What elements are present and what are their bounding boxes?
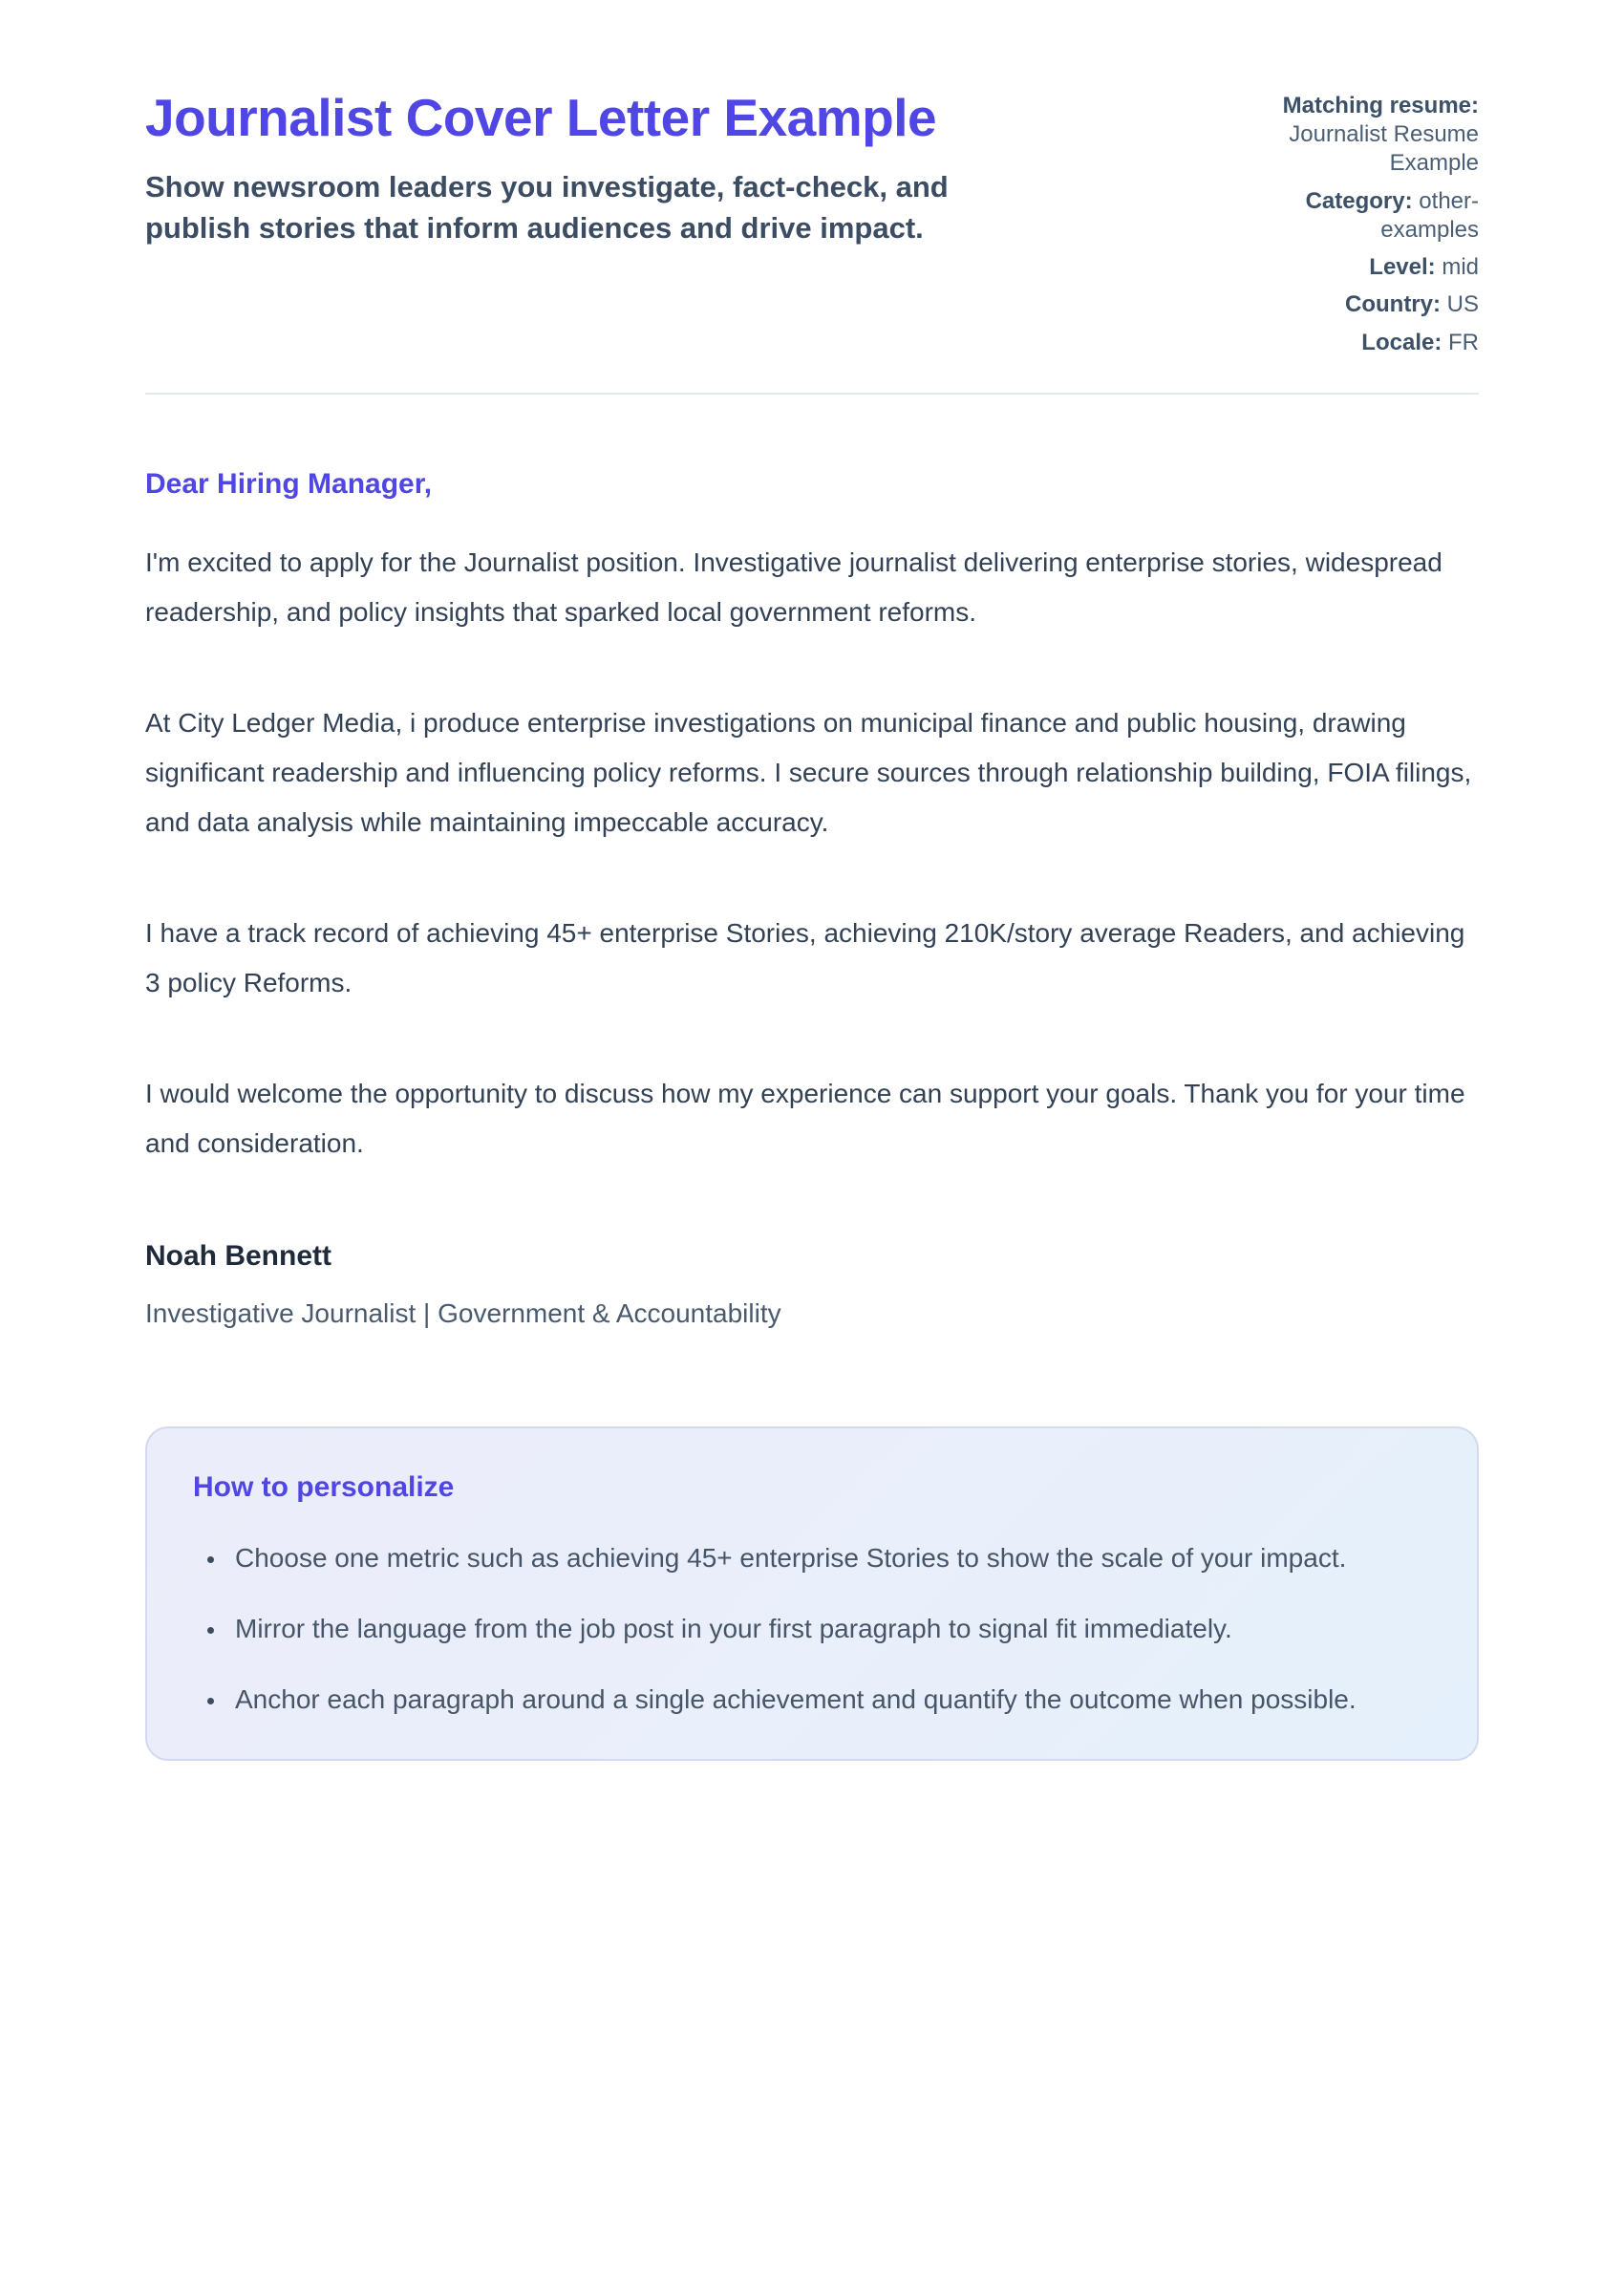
- signature-name: Noah Bennett: [145, 1239, 331, 1272]
- meta-matching-resume-value: Journalist Resume Example: [1289, 121, 1479, 177]
- meta-country-value: US: [1446, 291, 1479, 318]
- letter-paragraph-3: I have a track record of achieving 45+ enterprise Stories, achieving 210K/story average Readers, and achieving 3 policy Reforms.: [145, 917, 1465, 997]
- tips-heading: How to personalize: [193, 1470, 455, 1503]
- letter-paragraph-4: I would welcome the opportunity to discuss how my experience can support your goals. Thank you for your time and consideration.: [145, 1078, 1465, 1158]
- signature-block: [145, 1237, 1479, 1331]
- meta-category-label: Category:: [1305, 187, 1413, 214]
- letter-paragraph-1: I'm excited to apply for the Journalist position. Investigative journalist delivering enterprise stories, widespread readership, and policy insights that sparked local government reforms.: [145, 546, 1442, 627]
- meta-country: [1229, 290, 1479, 319]
- header-divider: [145, 393, 1479, 395]
- meta-country-label: Country:: [1345, 291, 1441, 318]
- meta-level: [1229, 253, 1479, 282]
- meta-locale: [1229, 329, 1479, 357]
- page-subtitle: Show newsroom leaders you investigate, fact-check, and publish stories that inform audiences and drive impact.: [145, 170, 949, 246]
- tip-item-1: • Choose one metric such as achieving 45+ enterprise Stories to show the scale of your impact.: [227, 1533, 1412, 1583]
- meta-category: [1229, 187, 1479, 245]
- tip-item-3: • Anchor each paragraph around a single achievement and quantify the outcome when possible.: [227, 1675, 1412, 1725]
- page-title: Journalist Cover Letter Example: [145, 88, 937, 147]
- tips-list: [193, 1533, 1431, 1725]
- title-block: [145, 88, 1177, 249]
- letter-paragraph-2: At City Ledger Media, i produce enterprise investigations on municipal finance and public housing, drawing significant readership and influencing policy reforms. I secure sources through relationship building, FOIA filings, and data analysis while maintaining impeccable accuracy.: [145, 707, 1472, 837]
- meta-category-value: other-examples: [1380, 187, 1479, 243]
- meta-level-label: Level:: [1369, 254, 1436, 281]
- signature-role: Investigative Journalist | Government & Accountability: [145, 1297, 781, 1328]
- page-header: [145, 88, 1479, 366]
- resume-meta-block: [1229, 88, 1479, 366]
- salutation: Dear Hiring Manager,: [145, 467, 433, 500]
- meta-level-value: mid: [1442, 254, 1479, 281]
- tip-item-2: • Mirror the language from the job post in your first paragraph to signal fit immediately.: [227, 1604, 1412, 1654]
- letter-body: [145, 467, 1479, 1331]
- how-to-personalize-box: [145, 1426, 1479, 1761]
- meta-matching-resume-label: Matching resume:: [1282, 93, 1479, 118]
- meta-locale-label: Locale:: [1361, 329, 1442, 355]
- meta-locale-value: FR: [1448, 329, 1479, 355]
- meta-matching-resume: [1229, 92, 1479, 179]
